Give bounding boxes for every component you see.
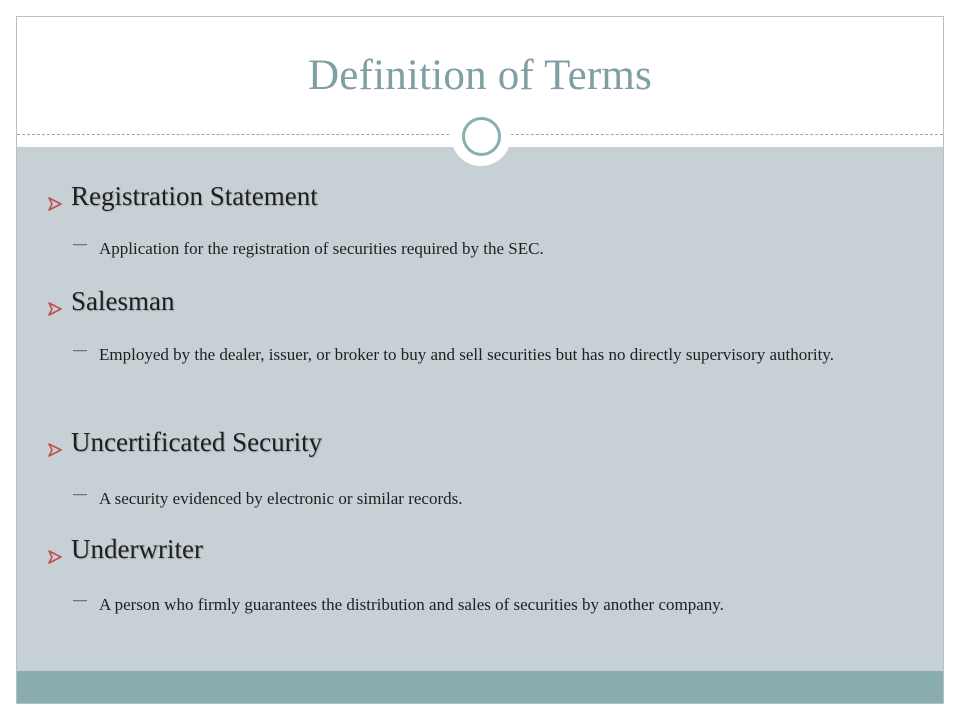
- dash-icon: —: [73, 593, 87, 608]
- dash-icon: —: [73, 237, 87, 252]
- term-definition: Employed by the dealer, issuer, or broker to buy and sell securities but has no directly supervisory authority.: [99, 345, 834, 364]
- term-label: Underwriter: [71, 534, 203, 564]
- ring-icon: [451, 106, 511, 166]
- term-label: Uncertificated Security: [71, 427, 323, 457]
- dash-icon: —: [73, 487, 87, 502]
- arrow-bullet-icon: [46, 300, 64, 321]
- arrow-bullet-icon: [46, 441, 64, 462]
- arrow-bullet-icon: [46, 548, 64, 569]
- footer-bar: [17, 671, 943, 703]
- slide: [16, 16, 944, 704]
- term-label: Registration Statement: [71, 181, 318, 211]
- arrow-bullet-icon: [46, 195, 64, 216]
- slide-title: Definition of Terms: [308, 52, 652, 99]
- dash-icon: —: [73, 343, 87, 358]
- term-definition: A person who firmly guarantees the distribution and sales of securities by another company.: [99, 595, 724, 614]
- term-definition: A security evidenced by electronic or similar records.: [99, 489, 463, 508]
- term-definition: Application for the registration of securities required by the SEC.: [99, 239, 544, 258]
- term-label: Salesman: [71, 286, 175, 316]
